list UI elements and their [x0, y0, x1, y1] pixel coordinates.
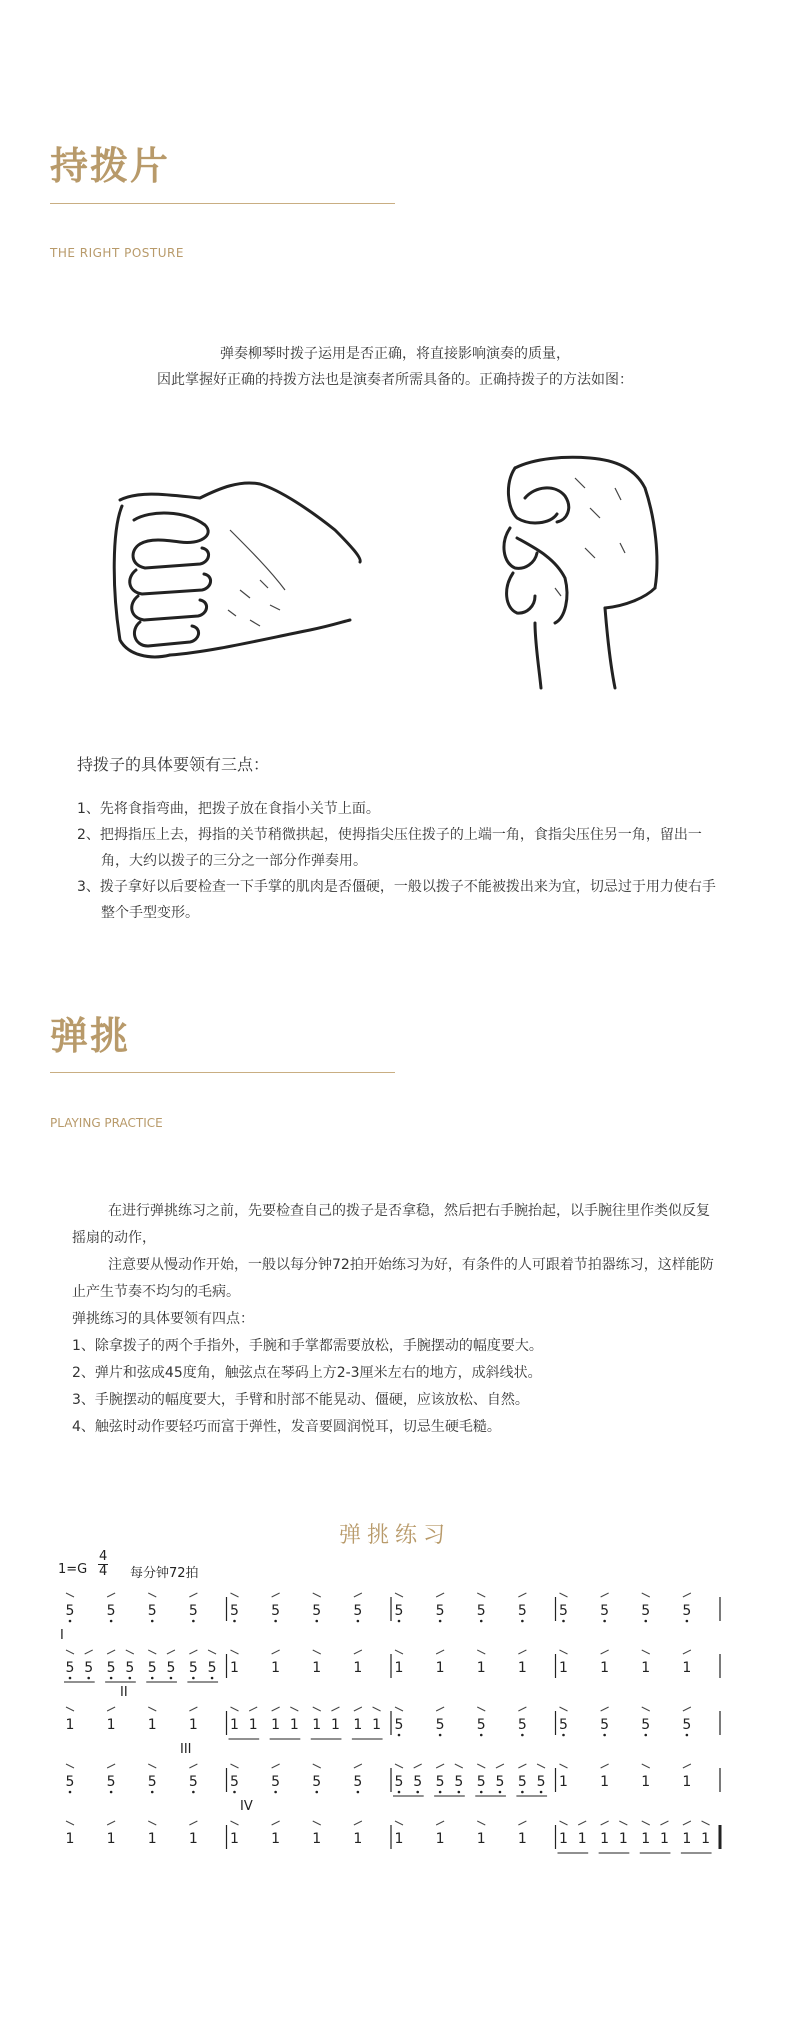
hand-grip-front-illustration [495, 448, 675, 693]
score-note: 5 [147, 1774, 157, 1790]
octave-dot [562, 1734, 565, 1737]
stroke-mark [107, 1821, 115, 1825]
octave-dot [151, 1791, 154, 1794]
score-note: 5 [641, 1603, 651, 1619]
stroke-mark [518, 1821, 526, 1825]
score-note: 1 [517, 1831, 527, 1847]
stroke-mark [107, 1650, 115, 1654]
playing-text [72, 1198, 722, 1441]
stroke-mark [436, 1764, 444, 1768]
list-item: 1、除拿拨子的两个手指外，手腕和手掌都需要放松，手腕摆动的幅度要大。 [72, 1338, 543, 1354]
score-note: 1 [147, 1717, 157, 1733]
section-divider [50, 203, 395, 204]
points-heading: 持拨子的具体要领有三点： [77, 755, 270, 774]
score-note: 5 [106, 1660, 116, 1676]
octave-dot [151, 1677, 154, 1680]
stroke-mark [354, 1821, 362, 1825]
stroke-mark [642, 1707, 650, 1711]
stroke-mark [436, 1707, 444, 1711]
octave-dot [233, 1620, 236, 1623]
score-note: 1 [641, 1831, 651, 1847]
score-note: 5 [271, 1774, 281, 1790]
score-note: 5 [536, 1774, 546, 1790]
score-note: 5 [600, 1603, 610, 1619]
score-note: 5 [454, 1774, 464, 1790]
score-note: 5 [476, 1717, 486, 1733]
score-note: 1 [559, 1831, 568, 1847]
score-note: 1 [271, 1660, 281, 1676]
score-note: 1 [106, 1717, 116, 1733]
stroke-mark [126, 1650, 134, 1654]
stroke-mark [683, 1650, 691, 1654]
score-note: 1 [312, 1831, 322, 1847]
stroke-mark [683, 1764, 691, 1768]
stroke-mark [354, 1707, 362, 1711]
octave-dot [398, 1620, 401, 1623]
stroke-mark [642, 1593, 650, 1597]
stroke-mark [107, 1593, 115, 1597]
stroke-mark [683, 1707, 691, 1711]
score-note: 5 [559, 1717, 568, 1733]
stroke-mark [66, 1821, 74, 1825]
stroke-mark [249, 1707, 257, 1711]
octave-dot [458, 1791, 461, 1794]
score-note: 1 [271, 1831, 281, 1847]
stroke-mark [601, 1650, 609, 1654]
stroke-mark [148, 1821, 156, 1825]
stroke-mark [395, 1707, 403, 1711]
score-note: 5 [394, 1717, 404, 1733]
octave-dot [233, 1791, 236, 1794]
score-title: 弹挑练习 [338, 1523, 451, 1548]
score-note: 5 [188, 1774, 198, 1790]
points-heading: 弹挑练习的具体要领有四点： [72, 1311, 254, 1327]
octave-dot [87, 1677, 90, 1680]
score-note: 1 [230, 1660, 239, 1676]
octave-dot [686, 1620, 689, 1623]
score-note: 5 [166, 1660, 176, 1676]
stroke-mark [148, 1707, 156, 1711]
stroke-mark [290, 1707, 298, 1711]
score-note: 5 [559, 1603, 568, 1619]
stroke-mark [702, 1821, 710, 1825]
stroke-mark [148, 1650, 156, 1654]
time-top: 4 [99, 1549, 108, 1564]
stroke-mark [395, 1650, 403, 1654]
stroke-mark [496, 1764, 504, 1768]
score-note: 1 [435, 1660, 445, 1676]
score-note: 5 [476, 1603, 486, 1619]
posture-intro [0, 341, 790, 393]
score-note: 1 [577, 1831, 587, 1847]
stroke-mark [518, 1707, 526, 1711]
stroke-mark [518, 1650, 526, 1654]
octave-dot [439, 1791, 442, 1794]
paragraph: 注意要从慢动作开始，一般以每分钟72拍开始练习为好，有条件的人可跟着节拍器练习，这样能防止产生节奏不均匀的毛病。 [72, 1257, 714, 1300]
stroke-mark [518, 1593, 526, 1597]
octave-dot [521, 1734, 524, 1737]
octave-dot [644, 1620, 647, 1623]
score-note: 5 [476, 1774, 486, 1790]
score-note: 1 [641, 1774, 651, 1790]
score-note: 1 [188, 1717, 198, 1733]
stroke-mark [477, 1707, 485, 1711]
stroke-mark [477, 1650, 485, 1654]
score-note: 5 [84, 1660, 94, 1676]
stroke-mark [272, 1707, 280, 1711]
score-note: 1 [353, 1660, 363, 1676]
score-note: 1 [559, 1660, 568, 1676]
score-note: 5 [106, 1774, 116, 1790]
octave-dot [439, 1734, 442, 1737]
stroke-mark [313, 1821, 321, 1825]
score-note: 1 [618, 1831, 628, 1847]
stroke-mark [642, 1650, 650, 1654]
score-note: 1 [476, 1660, 486, 1676]
score-note: 5 [188, 1603, 198, 1619]
score-note: 1 [476, 1831, 486, 1847]
score-note: 5 [271, 1603, 281, 1619]
score-note: 5 [65, 1660, 75, 1676]
stroke-mark [436, 1650, 444, 1654]
score-note: 5 [394, 1603, 404, 1619]
score-note: 5 [435, 1774, 445, 1790]
octave-dot [211, 1677, 214, 1680]
stroke-mark [231, 1650, 239, 1654]
octave-dot [192, 1791, 195, 1794]
octave-dot [686, 1734, 689, 1737]
stroke-mark [148, 1764, 156, 1768]
stroke-mark [231, 1764, 239, 1768]
stroke-mark [66, 1764, 74, 1768]
stroke-mark [167, 1650, 175, 1654]
score-note: 1 [248, 1717, 258, 1733]
octave-dot [110, 1677, 113, 1680]
octave-dot [540, 1791, 543, 1794]
stroke-mark [231, 1707, 239, 1711]
stroke-mark [66, 1593, 74, 1597]
tempo-marking: 每分钟72拍 [130, 1566, 199, 1581]
score-note: 1 [517, 1660, 527, 1676]
list-item: 3、手腕摆动的幅度要大，手臂和肘部不能晃动、僵硬，应该放松、自然。 [72, 1392, 529, 1408]
section-subtitle-playing: PLAYING PRACTICE [50, 1116, 163, 1130]
score-note: 5 [394, 1774, 404, 1790]
stroke-mark [373, 1707, 381, 1711]
score-note: 5 [435, 1717, 445, 1733]
octave-dot [644, 1734, 647, 1737]
stroke-mark [395, 1764, 403, 1768]
stroke-mark [66, 1707, 74, 1711]
stroke-mark [660, 1821, 668, 1825]
score-note: 1 [271, 1717, 281, 1733]
score-note: 5 [682, 1717, 692, 1733]
section-mark: IV [240, 1799, 253, 1814]
stroke-mark [601, 1593, 609, 1597]
stroke-mark [331, 1707, 339, 1711]
score-note: 1 [659, 1831, 669, 1847]
score-note: 1 [559, 1774, 568, 1790]
time-bottom: 4 [99, 1564, 108, 1579]
octave-dot [521, 1620, 524, 1623]
score-note: 5 [435, 1603, 445, 1619]
score-note: 1 [600, 1660, 610, 1676]
score-note: 5 [230, 1603, 239, 1619]
time-signature [98, 1550, 108, 1579]
octave-dot [69, 1791, 72, 1794]
octave-dot [603, 1734, 606, 1737]
stroke-mark [455, 1764, 463, 1768]
stroke-mark [601, 1764, 609, 1768]
stroke-mark [66, 1650, 74, 1654]
list-item: 3、拨子拿好以后要检查一下手掌的肌肉是否僵硬，一般以拨子不能被拨出来为宜，切忌过于用力使右手整个手型变形。 [77, 879, 716, 921]
score-note: 1 [682, 1774, 692, 1790]
octave-dot [69, 1677, 72, 1680]
score-note: 5 [207, 1660, 217, 1676]
score-note: 5 [65, 1774, 75, 1790]
score-note: 5 [147, 1603, 157, 1619]
score-note: 1 [435, 1831, 445, 1847]
score-note: 5 [312, 1774, 322, 1790]
stroke-mark [578, 1821, 586, 1825]
posture-points [77, 752, 727, 926]
stroke-mark [560, 1764, 568, 1768]
list-item: 4、触弦时动作要轻巧而富于弹性，发音要圆润悦耳，切忌生硬毛糙。 [72, 1419, 501, 1435]
score-note: 1 [312, 1660, 322, 1676]
stroke-mark [560, 1707, 568, 1711]
list-item: 1、先将食指弯曲，把拨子放在食指小关节上面。 [77, 801, 380, 817]
score-note: 5 [230, 1774, 239, 1790]
score-note: 1 [65, 1831, 75, 1847]
stroke-mark [85, 1650, 93, 1654]
octave-dot [192, 1620, 195, 1623]
score-note: 1 [641, 1660, 651, 1676]
score-note: 5 [600, 1717, 610, 1733]
score-note: 5 [641, 1717, 651, 1733]
stroke-mark [189, 1650, 197, 1654]
octave-dot [151, 1620, 154, 1623]
score-note: 5 [353, 1774, 363, 1790]
octave-dot [521, 1791, 524, 1794]
score-note: 5 [413, 1774, 423, 1790]
hand-grip-side-illustration [110, 470, 370, 680]
list-item: 2、弹片和弦成45度角，触弦点在琴码上方2-3厘米左右的地方，成斜线状。 [72, 1365, 542, 1381]
stroke-mark [313, 1707, 321, 1711]
score-note: 5 [147, 1660, 157, 1676]
score-note: 5 [495, 1774, 505, 1790]
section-mark: III [180, 1742, 192, 1757]
octave-dot [398, 1734, 401, 1737]
octave-dot [274, 1791, 277, 1794]
stroke-mark [354, 1593, 362, 1597]
octave-dot [357, 1791, 360, 1794]
stroke-mark [189, 1764, 197, 1768]
stroke-mark [601, 1707, 609, 1711]
stroke-mark [560, 1821, 568, 1825]
section-mark: I [60, 1628, 64, 1643]
score-note: 1 [701, 1831, 711, 1847]
intro-line: 因此掌握好正确的持拨方法也是演奏者所需具备的。正确持拨子的方法如图： [157, 372, 633, 388]
stroke-mark [313, 1764, 321, 1768]
stroke-mark [683, 1821, 691, 1825]
octave-dot [357, 1620, 360, 1623]
stroke-mark [313, 1593, 321, 1597]
stroke-mark [189, 1821, 197, 1825]
score-note: 5 [517, 1774, 527, 1790]
octave-dot [315, 1791, 318, 1794]
score-note: 1 [188, 1831, 198, 1847]
section-title-playing: 弹挑 [50, 1014, 131, 1058]
section-mark: II [120, 1685, 128, 1700]
stroke-mark [231, 1821, 239, 1825]
score-note: 1 [230, 1831, 239, 1847]
score-note: 1 [353, 1831, 363, 1847]
stroke-mark [642, 1764, 650, 1768]
score-note: 1 [682, 1831, 692, 1847]
stroke-mark [272, 1764, 280, 1768]
octave-dot [398, 1791, 401, 1794]
section-divider [50, 1072, 395, 1073]
stroke-mark [189, 1593, 197, 1597]
stroke-mark [436, 1593, 444, 1597]
score-note: 5 [188, 1660, 198, 1676]
score-note: 1 [230, 1717, 239, 1733]
intro-line: 弹奏柳琴时拨子运用是否正确，将直接影响演奏的质量， [220, 346, 570, 362]
score-note: 5 [353, 1603, 363, 1619]
stroke-mark [272, 1593, 280, 1597]
stroke-mark [189, 1707, 197, 1711]
paragraph: 在进行弹挑练习之前，先要检查自己的拨子是否拿稳，然后把右手腕抬起，以手腕往里作类似反复摇扇的动作， [72, 1203, 710, 1246]
stroke-mark [272, 1821, 280, 1825]
stroke-mark [272, 1650, 280, 1654]
score-note: 1 [312, 1717, 322, 1733]
score-note: 1 [600, 1774, 610, 1790]
octave-dot [192, 1677, 195, 1680]
stroke-mark [107, 1707, 115, 1711]
score-note: 5 [312, 1603, 322, 1619]
score-note: 1 [330, 1717, 340, 1733]
stroke-mark [683, 1593, 691, 1597]
score-notation [0, 1585, 790, 1880]
octave-dot [439, 1620, 442, 1623]
section-subtitle-posture: THE RIGHT POSTURE [50, 246, 184, 260]
octave-dot [274, 1620, 277, 1623]
octave-dot [562, 1620, 565, 1623]
score-note: 1 [65, 1717, 75, 1733]
section-title-posture: 持拨片 [50, 144, 171, 188]
stroke-mark [518, 1764, 526, 1768]
key-signature: 1=G [58, 1562, 88, 1577]
stroke-mark [619, 1821, 627, 1825]
stroke-mark [354, 1764, 362, 1768]
stroke-mark [395, 1821, 403, 1825]
stroke-mark [560, 1650, 568, 1654]
stroke-mark [477, 1821, 485, 1825]
stroke-mark [477, 1764, 485, 1768]
score-note: 1 [394, 1660, 404, 1676]
octave-dot [499, 1791, 502, 1794]
score-note: 5 [517, 1603, 527, 1619]
stroke-mark [313, 1650, 321, 1654]
score-note: 1 [600, 1831, 610, 1847]
octave-dot [69, 1620, 72, 1623]
list-item: 2、把拇指压上去，拇指的关节稍微拱起，使拇指尖压住拨子的上端一角，食指尖压住另一角，留出一角，大约以拨子的三分之一部分作弹奏用。 [77, 827, 702, 869]
score-note: 5 [65, 1603, 75, 1619]
octave-dot [110, 1620, 113, 1623]
octave-dot [480, 1620, 483, 1623]
score-note: 5 [682, 1603, 692, 1619]
stroke-mark [354, 1650, 362, 1654]
score-note: 1 [106, 1831, 116, 1847]
score-note: 1 [682, 1660, 692, 1676]
score-note: 1 [394, 1831, 404, 1847]
stroke-mark [414, 1764, 422, 1768]
stroke-mark [148, 1593, 156, 1597]
octave-dot [480, 1734, 483, 1737]
octave-dot [315, 1620, 318, 1623]
stroke-mark [395, 1593, 403, 1597]
score-note: 1 [147, 1831, 157, 1847]
octave-dot [170, 1677, 173, 1680]
octave-dot [110, 1791, 113, 1794]
score-note: 5 [106, 1603, 116, 1619]
octave-dot [416, 1791, 419, 1794]
stroke-mark [477, 1593, 485, 1597]
score-note: 5 [517, 1717, 527, 1733]
stroke-mark [231, 1593, 239, 1597]
octave-dot [480, 1791, 483, 1794]
stroke-mark [642, 1821, 650, 1825]
stroke-mark [560, 1593, 568, 1597]
octave-dot [603, 1620, 606, 1623]
stroke-mark [107, 1764, 115, 1768]
octave-dot [129, 1677, 132, 1680]
score-note: 5 [125, 1660, 135, 1676]
score-note: 1 [372, 1717, 382, 1733]
score-note: 1 [353, 1717, 363, 1733]
stroke-mark [208, 1650, 216, 1654]
stroke-mark [436, 1821, 444, 1825]
stroke-mark [537, 1764, 545, 1768]
stroke-mark [601, 1821, 609, 1825]
score-note: 1 [289, 1717, 299, 1733]
